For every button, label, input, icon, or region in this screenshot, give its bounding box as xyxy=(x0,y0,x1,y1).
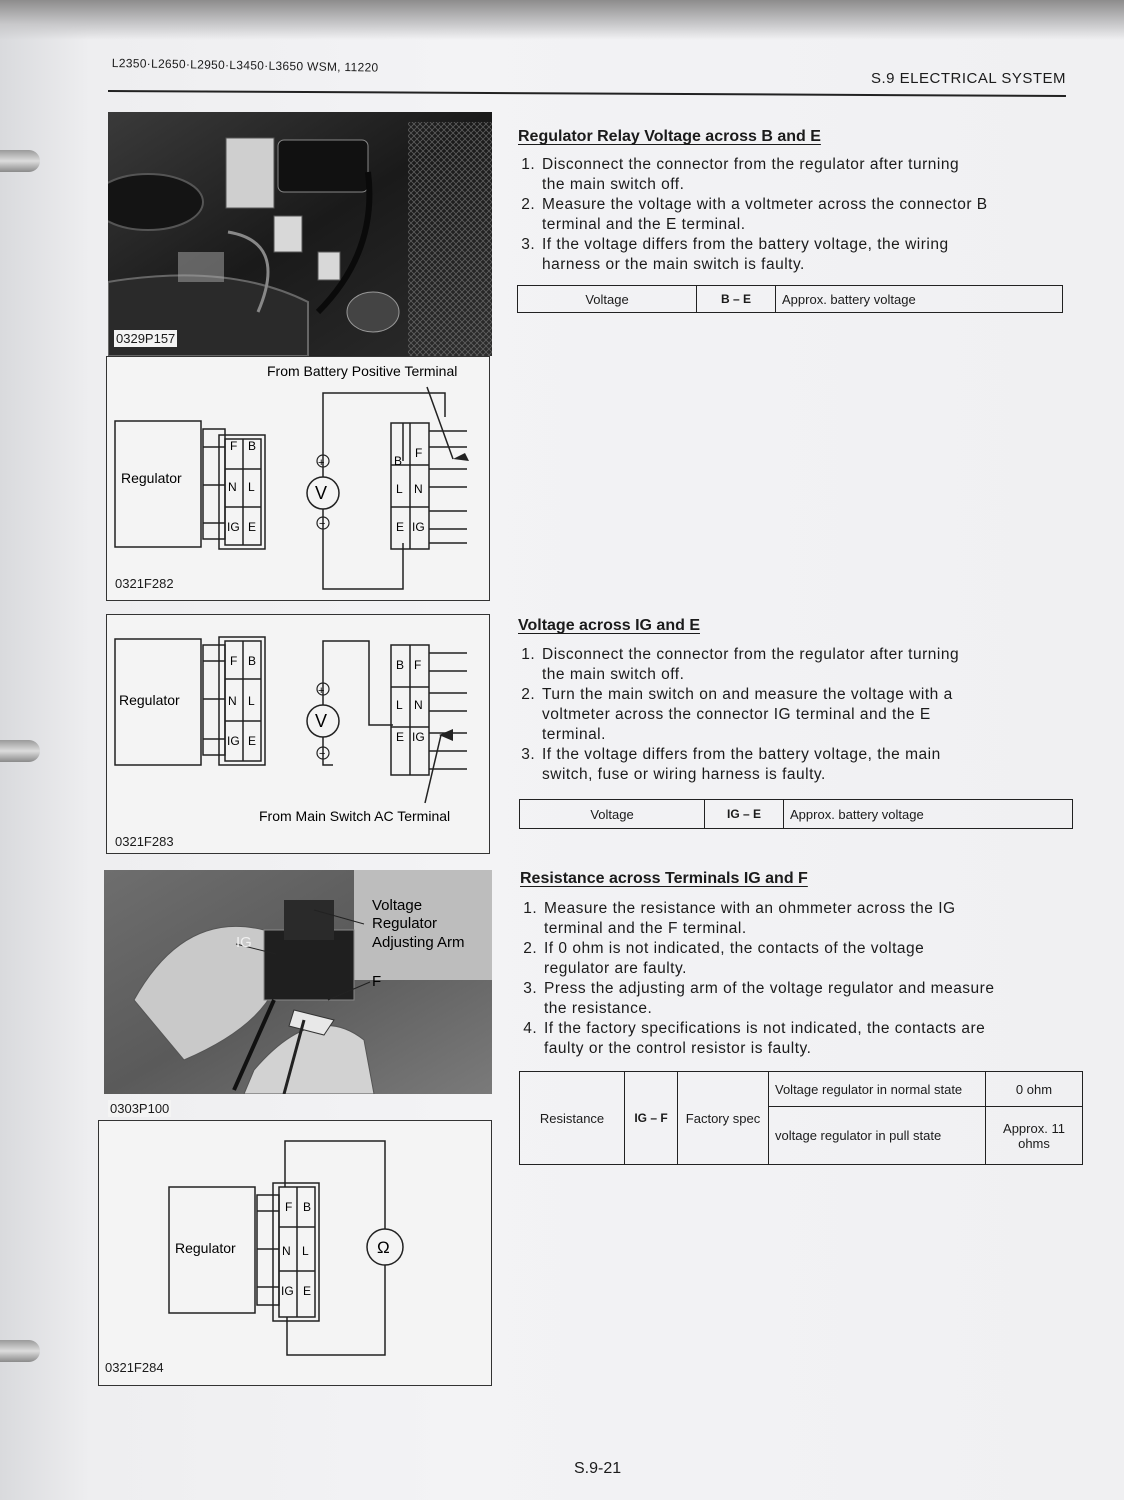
diagram3-regulator-label: Regulator xyxy=(175,1240,236,1256)
page-top-shadow xyxy=(0,0,1124,40)
terminal-ig: IG xyxy=(227,734,240,748)
spec-table-ig-f xyxy=(519,1071,1083,1165)
step: 4. If the factory specifications is not indicated, the contacts are faulty or the control resistor is faulty. xyxy=(542,1019,1098,1059)
spec-item: Voltage xyxy=(520,800,705,829)
spec-value-pull: Approx. 11 ohms xyxy=(986,1107,1083,1165)
diagram3-caption: 0321F284 xyxy=(105,1360,164,1375)
binder-ring-middle xyxy=(0,740,40,762)
terminal-l-right: L xyxy=(396,482,403,496)
header-section: S.9 ELECTRICAL SYSTEM xyxy=(871,70,1066,87)
diagram2-regulator-label: Regulator xyxy=(119,692,180,708)
terminal-b: B xyxy=(303,1200,312,1214)
diagram2-plus: + xyxy=(318,685,325,697)
diagram-ig-f-resistance xyxy=(98,1120,492,1386)
terminal-n-right: N xyxy=(414,698,423,712)
terminal-b: B xyxy=(248,439,257,453)
photo2-label-ig: IG xyxy=(236,934,252,951)
spec-terminals: IG – F xyxy=(625,1072,678,1165)
step: 2. Turn the main switch on and measure the voltage with a voltmeter across the connector IG terminal and the E terminal. xyxy=(540,685,1088,745)
spec-terminals: IG – E xyxy=(705,800,784,829)
terminal-b-right: B xyxy=(396,658,405,672)
photo2-caption: 0303P100 xyxy=(110,1101,170,1116)
diagram2-voltmeter-symbol: V xyxy=(315,711,328,731)
step: 1. Disconnect the connector from the regulator after turning the main switch off. xyxy=(540,645,1088,685)
terminal-f-right: F xyxy=(415,446,423,460)
terminal-f: F xyxy=(285,1200,293,1214)
step: 3. If the voltage differs from the battery voltage, the main switch, fuse or wiring harness is faulty. xyxy=(540,745,1088,785)
header-rule xyxy=(108,90,1066,97)
terminal-f-right: F xyxy=(414,658,422,672)
spec-terminals: B – E xyxy=(697,286,776,313)
step: 2. If 0 ohm is not indicated, the contacts of the voltage regulator are faulty. xyxy=(542,939,1098,979)
diagram1-minus: − xyxy=(319,518,326,530)
diagram-b-e-voltage xyxy=(106,356,490,601)
terminal-e-right: E xyxy=(396,520,405,534)
spec-state-normal: Voltage regulator in normal state xyxy=(769,1072,986,1107)
binder-ring-bottom xyxy=(0,1340,40,1362)
terminal-l: L xyxy=(248,694,255,708)
step: 3. If the voltage differs from the battery voltage, the wiring harness or the main switch is faulty. xyxy=(540,235,1080,275)
diagram2-caption: 0321F283 xyxy=(115,834,174,849)
step: 2. Measure the voltage with a voltmeter across the connector B terminal and the E terminal. xyxy=(540,195,1080,235)
terminal-l: L xyxy=(302,1244,309,1258)
steps-b-e xyxy=(518,155,1080,275)
terminal-e: E xyxy=(303,1284,312,1298)
terminal-b: B xyxy=(248,654,257,668)
spec-value: Approx. battery voltage xyxy=(776,286,1063,313)
ohmmeter-symbol: Ω xyxy=(377,1238,390,1257)
diagram-ig-e-voltage-drawing xyxy=(107,615,489,853)
diagram2-minus: − xyxy=(319,748,326,760)
diagram-ig-f-resistance-drawing xyxy=(99,1121,491,1385)
terminal-ig-right: IG xyxy=(412,730,425,744)
diagram2-bottom-label: From Main Switch AC Terminal xyxy=(259,808,451,824)
terminal-ig: IG xyxy=(281,1284,294,1298)
terminal-f: F xyxy=(230,439,238,453)
diagram-b-e-voltage-drawing xyxy=(107,357,489,600)
spec-item: Voltage xyxy=(518,286,697,313)
spec-value-normal: 0 ohm xyxy=(986,1072,1083,1107)
spec-state-pull: voltage regulator in pull state xyxy=(769,1107,986,1165)
diagram1-plus: + xyxy=(318,457,325,469)
diagram1-caption: 0321F282 xyxy=(115,576,174,591)
terminal-e-right: E xyxy=(396,730,405,744)
spec-table-ig-e xyxy=(519,799,1073,829)
terminal-b-right: B xyxy=(394,454,403,468)
photo2-label-regulator: Regulator xyxy=(372,915,438,932)
terminal-n: N xyxy=(282,1244,291,1258)
section-title-ig-f: Resistance across Terminals IG and F xyxy=(520,870,808,887)
terminal-n: N xyxy=(228,480,237,494)
spec-item: Resistance xyxy=(520,1072,625,1165)
step: 1. Disconnect the connector from the regulator after turning the main switch off. xyxy=(540,155,1080,195)
terminal-e: E xyxy=(248,520,257,534)
terminal-e: E xyxy=(248,734,257,748)
diagram1-voltmeter-symbol: V xyxy=(315,483,328,503)
diagram1-regulator-label: Regulator xyxy=(121,470,182,486)
terminal-ig: IG xyxy=(227,520,240,534)
terminal-n: N xyxy=(228,694,237,708)
terminal-n-right: N xyxy=(414,482,423,496)
photo-regulator-location xyxy=(108,112,492,356)
spec-factory-label: Factory spec xyxy=(678,1072,769,1165)
terminal-l-right: L xyxy=(396,698,403,712)
photo-resistance-measure-image xyxy=(104,870,492,1094)
photo-resistance-measure xyxy=(104,870,492,1094)
diagram-ig-e-voltage xyxy=(106,614,490,854)
terminal-l: L xyxy=(248,480,255,494)
step: 3. Press the adjusting arm of the voltage regulator and measure the resistance. xyxy=(542,979,1098,1019)
photo-regulator-location-image xyxy=(108,112,492,356)
section-title-ig-e: Voltage across IG and E xyxy=(518,617,700,634)
spec-table-b-e xyxy=(517,285,1063,313)
binder-ring-top xyxy=(0,150,40,172)
spec-value: Approx. battery voltage xyxy=(784,800,1073,829)
terminal-ig-right: IG xyxy=(412,520,425,534)
section-title-b-e: Regulator Relay Voltage across B and E xyxy=(518,128,821,145)
steps-ig-f xyxy=(520,899,1098,1059)
steps-ig-e xyxy=(518,645,1088,785)
page-number: S.9-21 xyxy=(574,1460,622,1477)
header-models: L2350·L2650·L2950·L3450·L3650 WSM, 11220 xyxy=(111,56,379,75)
photo2-label-adjusting-arm: Adjusting Arm xyxy=(372,934,465,951)
terminal-f: F xyxy=(230,654,238,668)
photo2-label-voltage: Voltage xyxy=(372,897,423,914)
diagram1-top-label: From Battery Positive Terminal xyxy=(267,363,458,379)
photo1-caption: 0329P157 xyxy=(116,331,176,346)
photo2-label-f: F xyxy=(372,973,382,990)
step: 1. Measure the resistance with an ohmmeter across the IG terminal and the F terminal. xyxy=(542,899,1098,939)
